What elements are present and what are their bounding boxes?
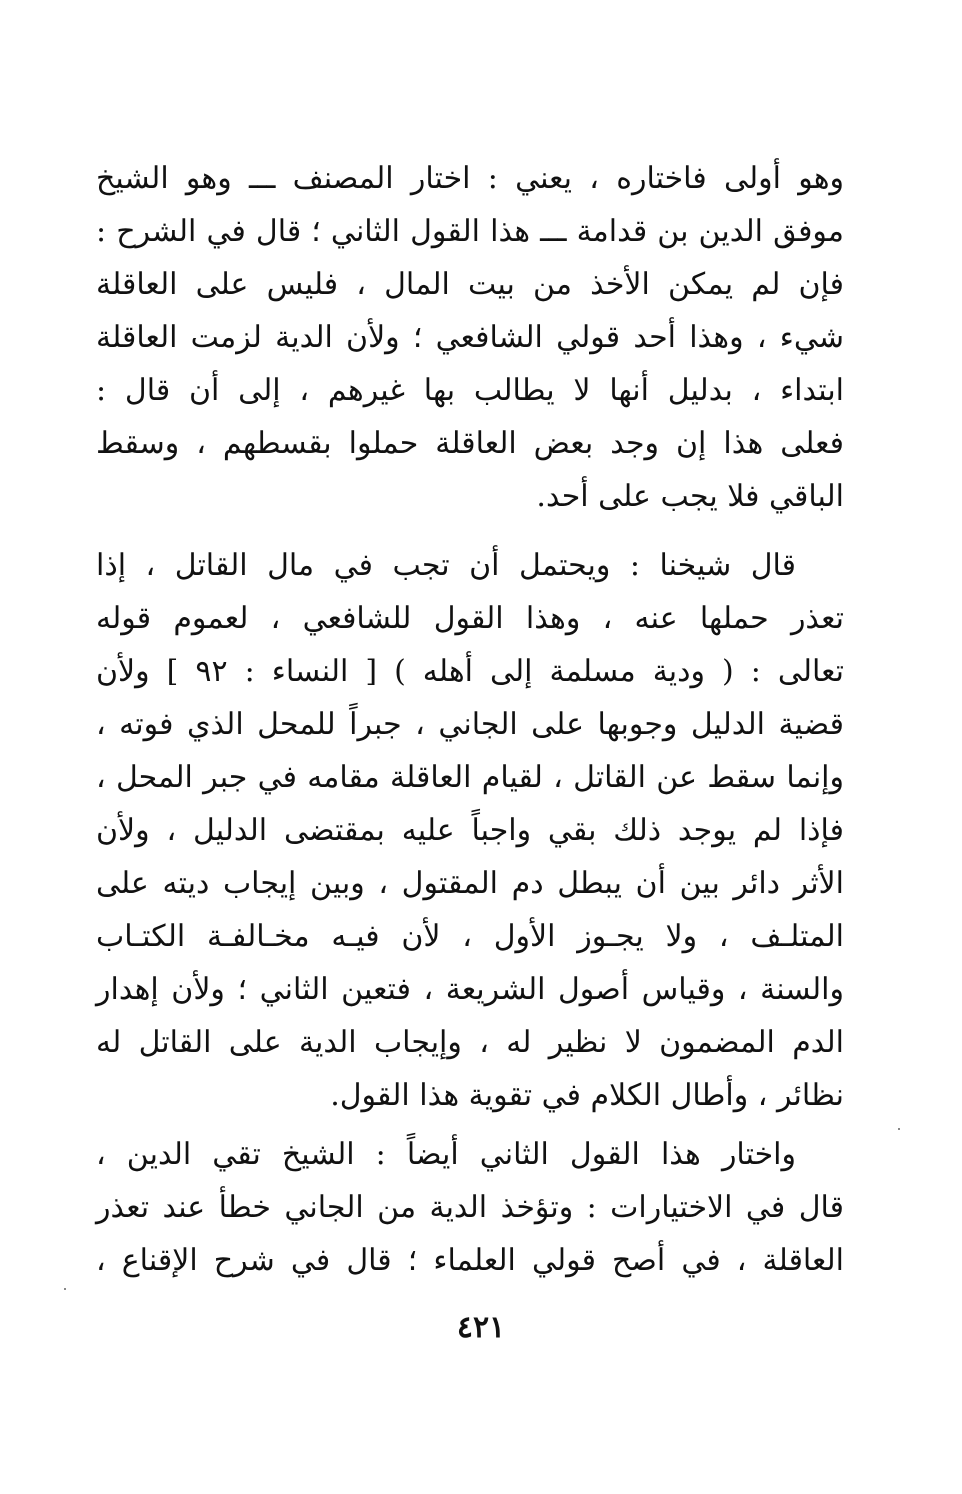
paragraph-3 bbox=[96, 1128, 844, 1287]
text-line: وإنما سقط عن القاتل ، لقيام العاقلة مقامه في جبر المحل ، bbox=[96, 760, 844, 795]
paragraph-1 bbox=[96, 152, 844, 523]
text-line: فعلى هذا إن وجد بعض العاقلة حملوا بقسطهم ، وسقط bbox=[96, 426, 844, 461]
paragraph-2 bbox=[96, 539, 844, 1122]
text-line: والسنة ، وقياس أصول الشريعة ، فتعين الثاني ؛ ولأن إهدار bbox=[96, 972, 844, 1007]
text-line: قال في الاختيارات : وتؤخذ الدية من الجاني خطأ عند تعذر bbox=[96, 1190, 844, 1225]
text-line: فإن لم يمكن الأخذ من بيت المال ، فليس على العاقلة bbox=[96, 267, 844, 302]
text-line: ابتداء ، بدليل أنها لا يطالب بها غيرهم ، إلى أن قال : bbox=[96, 373, 844, 408]
text-line: فإذا لم يوجد ذلك بقي واجباً عليه بمقتضى الدليل ، ولأن bbox=[96, 813, 844, 848]
text-line: واختار هذا القول الثاني أيضاً : الشيخ تقي الدين ، bbox=[96, 1137, 796, 1172]
text-line: الدم المضمون لا نظير له ، وإيجاب الدية على القاتل له bbox=[96, 1025, 844, 1060]
text-line: تعذر حملها عنه ، وهذا القول للشافعي ، لعموم قوله bbox=[96, 601, 844, 636]
text-line: وهو أولى فاختاره ، يعني : اختار المصنف ـــ وهو الشيخ bbox=[96, 161, 844, 196]
text-line: الأثر دائر بين أن يبطل دم المقتول ، وبين إيجاب ديته على bbox=[96, 866, 844, 901]
text-line: قال شيخنا : ويحتمل أن تجب في مال القاتل ، إذا bbox=[96, 548, 796, 583]
scan-speck bbox=[898, 1128, 900, 1130]
text-line: قضية الدليل وجوبها على الجاني ، جبراً للمحل الذي فوته ، bbox=[96, 707, 844, 742]
text-line: العاقلة ، في أصح قولي العلماء ؛ قال في شرح الإقناع ، bbox=[96, 1243, 844, 1278]
text-line: شيء ، وهذا أحد قولي الشافعي ؛ ولأن الدية لزمت العاقلة bbox=[96, 320, 844, 355]
scan-speck bbox=[64, 1288, 66, 1290]
page-number: ٤٢١ bbox=[456, 1310, 506, 1345]
text-line: الباقي فلا يجب على أحد. bbox=[536, 479, 844, 514]
text-line: نظائر ، وأطال الكلام في تقوية هذا القول. bbox=[330, 1078, 844, 1113]
text-line: المتلـف ، ولا يجـوز الأول ، لأن فيـه مخـالفـة الكتـاب bbox=[96, 919, 844, 954]
text-line: موفق الدين بن قدامة ـــ هذا القول الثاني ؛ قال في الشرح : bbox=[96, 214, 844, 249]
text-line: تعالى : ( ودية مسلمة إلى أهله ) [ النساء : ٩٢ ] ولأن bbox=[96, 654, 845, 689]
